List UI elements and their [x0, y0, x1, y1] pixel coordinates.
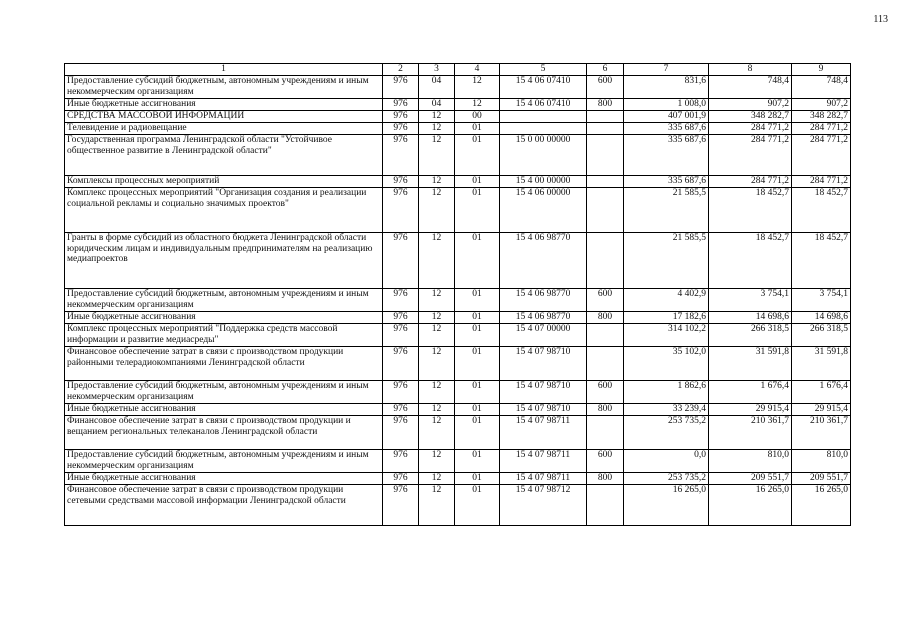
- table-row: [65, 473, 851, 485]
- cell-amount-col9: 748,4: [792, 76, 851, 99]
- cell-subsection: 12: [455, 76, 500, 99]
- cell-amount-col9: 3 754,1: [792, 289, 851, 312]
- cell-section: 12: [419, 347, 455, 381]
- cell-amount-col7: 335 687,6: [624, 176, 709, 188]
- cell-amount-col7: 21 585,5: [624, 233, 709, 289]
- table-row: [65, 485, 851, 526]
- cell-subsection: 01: [455, 404, 500, 416]
- cell-subsection: 01: [455, 416, 500, 450]
- table-row: [65, 381, 851, 404]
- cell-target-article: 15 4 07 98712: [500, 485, 587, 526]
- cell-target-article: 15 4 06 00000: [500, 188, 587, 233]
- cell-amount-col9: 1 676,4: [792, 381, 851, 404]
- cell-expense-type: [587, 347, 624, 381]
- cell-subsection: 01: [455, 473, 500, 485]
- cell-section: 12: [419, 450, 455, 473]
- row-name: Иные бюджетные ассигнования: [65, 404, 383, 416]
- cell-amount-col9: 266 318,5: [792, 324, 851, 347]
- cell-expense-type: 800: [587, 473, 624, 485]
- cell-amount-col9: 209 551,7: [792, 473, 851, 485]
- cell-ministry-code: 976: [383, 404, 419, 416]
- cell-amount-col7: 335 687,6: [624, 135, 709, 176]
- cell-amount-col8: 16 265,0: [709, 485, 792, 526]
- table-row: [65, 289, 851, 312]
- cell-subsection: 01: [455, 324, 500, 347]
- column-number-row: [65, 64, 851, 76]
- cell-amount-col7: 0,0: [624, 450, 709, 473]
- table-row: [65, 99, 851, 111]
- cell-section: 12: [419, 123, 455, 135]
- column-header: 5: [500, 64, 587, 76]
- cell-ministry-code: 976: [383, 289, 419, 312]
- cell-amount-col7: 831,6: [624, 76, 709, 99]
- row-name: Гранты в форме субсидий из областного бюджета Ленинградской области юридическим лицам и индивидуальным предпринимателям на реализацию медиапроектов: [65, 233, 383, 289]
- table-row: [65, 450, 851, 473]
- cell-target-article: 15 4 07 98710: [500, 347, 587, 381]
- cell-section: 12: [419, 135, 455, 176]
- cell-section: 12: [419, 176, 455, 188]
- cell-ministry-code: 976: [383, 188, 419, 233]
- row-name: Иные бюджетные ассигнования: [65, 473, 383, 485]
- cell-amount-col8: 348 282,7: [709, 111, 792, 123]
- table-row: [65, 404, 851, 416]
- cell-amount-col7: 4 402,9: [624, 289, 709, 312]
- cell-amount-col9: 18 452,7: [792, 233, 851, 289]
- cell-subsection: 01: [455, 188, 500, 233]
- cell-target-article: 15 4 06 07410: [500, 76, 587, 99]
- cell-expense-type: 800: [587, 404, 624, 416]
- cell-ministry-code: 976: [383, 123, 419, 135]
- cell-subsection: 01: [455, 347, 500, 381]
- cell-subsection: 01: [455, 450, 500, 473]
- cell-amount-col8: 284 771,2: [709, 135, 792, 176]
- cell-section: 12: [419, 289, 455, 312]
- column-header: 6: [587, 64, 624, 76]
- cell-target-article: [500, 111, 587, 123]
- cell-ministry-code: 976: [383, 381, 419, 404]
- cell-target-article: 15 4 06 07410: [500, 99, 587, 111]
- cell-ministry-code: 976: [383, 176, 419, 188]
- cell-section: 04: [419, 99, 455, 111]
- cell-amount-col7: 253 735,2: [624, 473, 709, 485]
- cell-ministry-code: 976: [383, 312, 419, 324]
- row-name: Комплексы процессных мероприятий: [65, 176, 383, 188]
- table-row: [65, 135, 851, 176]
- cell-expense-type: [587, 188, 624, 233]
- cell-target-article: 15 4 07 00000: [500, 324, 587, 347]
- column-header: 7: [624, 64, 709, 76]
- cell-amount-col8: 284 771,2: [709, 123, 792, 135]
- cell-target-article: 15 4 07 98711: [500, 473, 587, 485]
- cell-amount-col8: 14 698,6: [709, 312, 792, 324]
- cell-target-article: [500, 123, 587, 135]
- cell-section: 04: [419, 76, 455, 99]
- row-name: Предоставление субсидий бюджетным, автономным учреждениям и иным некоммерческим организациям: [65, 76, 383, 99]
- cell-target-article: 15 0 00 00000: [500, 135, 587, 176]
- table-row: [65, 416, 851, 450]
- cell-amount-col9: 18 452,7: [792, 188, 851, 233]
- table-row: [65, 123, 851, 135]
- row-name: Финансовое обеспечение затрат в связи с производством продукции районными телерадиокомпаниями Ленинградской области: [65, 347, 383, 381]
- column-header: 3: [419, 64, 455, 76]
- row-name: Предоставление субсидий бюджетным, автономным учреждениям и иным некоммерческим организациям: [65, 450, 383, 473]
- cell-amount-col7: 33 239,4: [624, 404, 709, 416]
- cell-amount-col7: 35 102,0: [624, 347, 709, 381]
- cell-expense-type: 600: [587, 76, 624, 99]
- cell-expense-type: [587, 123, 624, 135]
- cell-target-article: 15 4 06 98770: [500, 289, 587, 312]
- cell-amount-col9: 284 771,2: [792, 176, 851, 188]
- column-header: 1: [65, 64, 383, 76]
- cell-amount-col7: 1 862,6: [624, 381, 709, 404]
- table-row: [65, 233, 851, 289]
- cell-expense-type: [587, 176, 624, 188]
- cell-expense-type: [587, 111, 624, 123]
- cell-amount-col7: 314 102,2: [624, 324, 709, 347]
- cell-subsection: 12: [455, 99, 500, 111]
- cell-target-article: 15 4 06 98770: [500, 312, 587, 324]
- row-name: Комплекс процессных мероприятий "Организация создания и реализации социальной рекламы и социально значимых проектов": [65, 188, 383, 233]
- cell-ministry-code: 976: [383, 99, 419, 111]
- row-name: Иные бюджетные ассигнования: [65, 312, 383, 324]
- cell-amount-col8: 209 551,7: [709, 473, 792, 485]
- row-name: СРЕДСТВА МАССОВОЙ ИНФОРМАЦИИ: [65, 111, 383, 123]
- cell-section: 12: [419, 404, 455, 416]
- cell-amount-col9: 284 771,2: [792, 123, 851, 135]
- cell-amount-col7: 21 585,5: [624, 188, 709, 233]
- table-row: [65, 176, 851, 188]
- cell-amount-col7: 335 687,6: [624, 123, 709, 135]
- cell-amount-col7: 16 265,0: [624, 485, 709, 526]
- cell-subsection: 01: [455, 176, 500, 188]
- cell-subsection: 01: [455, 289, 500, 312]
- cell-ministry-code: 976: [383, 347, 419, 381]
- cell-expense-type: 600: [587, 450, 624, 473]
- table-row: [65, 312, 851, 324]
- cell-expense-type: 600: [587, 289, 624, 312]
- cell-ministry-code: 976: [383, 450, 419, 473]
- table-row: [65, 188, 851, 233]
- cell-amount-col9: 348 282,7: [792, 111, 851, 123]
- cell-target-article: 15 4 07 98711: [500, 450, 587, 473]
- cell-subsection: 00: [455, 111, 500, 123]
- budget-table: [64, 63, 851, 526]
- row-name: Предоставление субсидий бюджетным, автономным учреждениям и иным некоммерческим организациям: [65, 381, 383, 404]
- column-header: 8: [709, 64, 792, 76]
- cell-target-article: 15 4 07 98711: [500, 416, 587, 450]
- cell-amount-col9: 284 771,2: [792, 135, 851, 176]
- cell-amount-col8: 18 452,7: [709, 188, 792, 233]
- cell-amount-col7: 407 001,9: [624, 111, 709, 123]
- cell-expense-type: [587, 135, 624, 176]
- cell-amount-col9: 14 698,6: [792, 312, 851, 324]
- table-row: [65, 111, 851, 123]
- cell-amount-col8: 1 676,4: [709, 381, 792, 404]
- cell-amount-col8: 284 771,2: [709, 176, 792, 188]
- cell-expense-type: [587, 233, 624, 289]
- cell-ministry-code: 976: [383, 473, 419, 485]
- cell-expense-type: 600: [587, 381, 624, 404]
- row-name: Финансовое обеспечение затрат в связи с производством продукции сетевыми средствами массовой информации Ленинградской области: [65, 485, 383, 526]
- cell-section: 12: [419, 233, 455, 289]
- cell-section: 12: [419, 485, 455, 526]
- cell-section: 12: [419, 381, 455, 404]
- cell-section: 12: [419, 473, 455, 485]
- cell-amount-col8: 810,0: [709, 450, 792, 473]
- row-name: Государственная программа Ленинградской области "Устойчивое общественное развитие в Ленинградской области": [65, 135, 383, 176]
- page-number: 113: [873, 14, 888, 25]
- table-row: [65, 324, 851, 347]
- cell-amount-col9: 210 361,7: [792, 416, 851, 450]
- cell-target-article: 15 4 07 98710: [500, 404, 587, 416]
- cell-expense-type: [587, 485, 624, 526]
- column-header: 4: [455, 64, 500, 76]
- cell-subsection: 01: [455, 485, 500, 526]
- cell-expense-type: 800: [587, 312, 624, 324]
- row-name: Финансовое обеспечение затрат в связи с производством продукции и вещанием региональных телеканалов Ленинградской области: [65, 416, 383, 450]
- cell-subsection: 01: [455, 381, 500, 404]
- table-row: [65, 347, 851, 381]
- cell-section: 12: [419, 188, 455, 233]
- cell-ministry-code: 976: [383, 233, 419, 289]
- cell-expense-type: [587, 416, 624, 450]
- cell-subsection: 01: [455, 312, 500, 324]
- cell-ministry-code: 976: [383, 416, 419, 450]
- cell-amount-col9: 16 265,0: [792, 485, 851, 526]
- cell-amount-col8: 18 452,7: [709, 233, 792, 289]
- row-name: Комплекс процессных мероприятий "Поддержка средств массовой информации и развитие медиасреды": [65, 324, 383, 347]
- cell-section: 12: [419, 324, 455, 347]
- cell-subsection: 01: [455, 123, 500, 135]
- cell-amount-col7: 1 008,0: [624, 99, 709, 111]
- cell-ministry-code: 976: [383, 485, 419, 526]
- cell-amount-col8: 907,2: [709, 99, 792, 111]
- cell-target-article: 15 4 00 00000: [500, 176, 587, 188]
- cell-ministry-code: 976: [383, 135, 419, 176]
- cell-amount-col8: 31 591,8: [709, 347, 792, 381]
- cell-amount-col9: 810,0: [792, 450, 851, 473]
- row-name: Иные бюджетные ассигнования: [65, 99, 383, 111]
- cell-amount-col8: 748,4: [709, 76, 792, 99]
- cell-section: 12: [419, 416, 455, 450]
- cell-amount-col9: 31 591,8: [792, 347, 851, 381]
- cell-amount-col9: 29 915,4: [792, 404, 851, 416]
- row-name: Телевидение и радиовещание: [65, 123, 383, 135]
- cell-ministry-code: 976: [383, 324, 419, 347]
- cell-amount-col8: 3 754,1: [709, 289, 792, 312]
- cell-amount-col7: 17 182,6: [624, 312, 709, 324]
- cell-section: 12: [419, 111, 455, 123]
- cell-ministry-code: 976: [383, 111, 419, 123]
- cell-amount-col9: 907,2: [792, 99, 851, 111]
- column-header: 2: [383, 64, 419, 76]
- cell-section: 12: [419, 312, 455, 324]
- cell-ministry-code: 976: [383, 76, 419, 99]
- cell-amount-col7: 253 735,2: [624, 416, 709, 450]
- cell-target-article: 15 4 07 98710: [500, 381, 587, 404]
- cell-expense-type: 800: [587, 99, 624, 111]
- cell-amount-col8: 266 318,5: [709, 324, 792, 347]
- cell-amount-col8: 29 915,4: [709, 404, 792, 416]
- cell-subsection: 01: [455, 233, 500, 289]
- cell-amount-col8: 210 361,7: [709, 416, 792, 450]
- cell-expense-type: [587, 324, 624, 347]
- table-row: [65, 76, 851, 99]
- cell-target-article: 15 4 06 98770: [500, 233, 587, 289]
- cell-subsection: 01: [455, 135, 500, 176]
- column-header: 9: [792, 64, 851, 76]
- row-name: Предоставление субсидий бюджетным, автономным учреждениям и иным некоммерческим организациям: [65, 289, 383, 312]
